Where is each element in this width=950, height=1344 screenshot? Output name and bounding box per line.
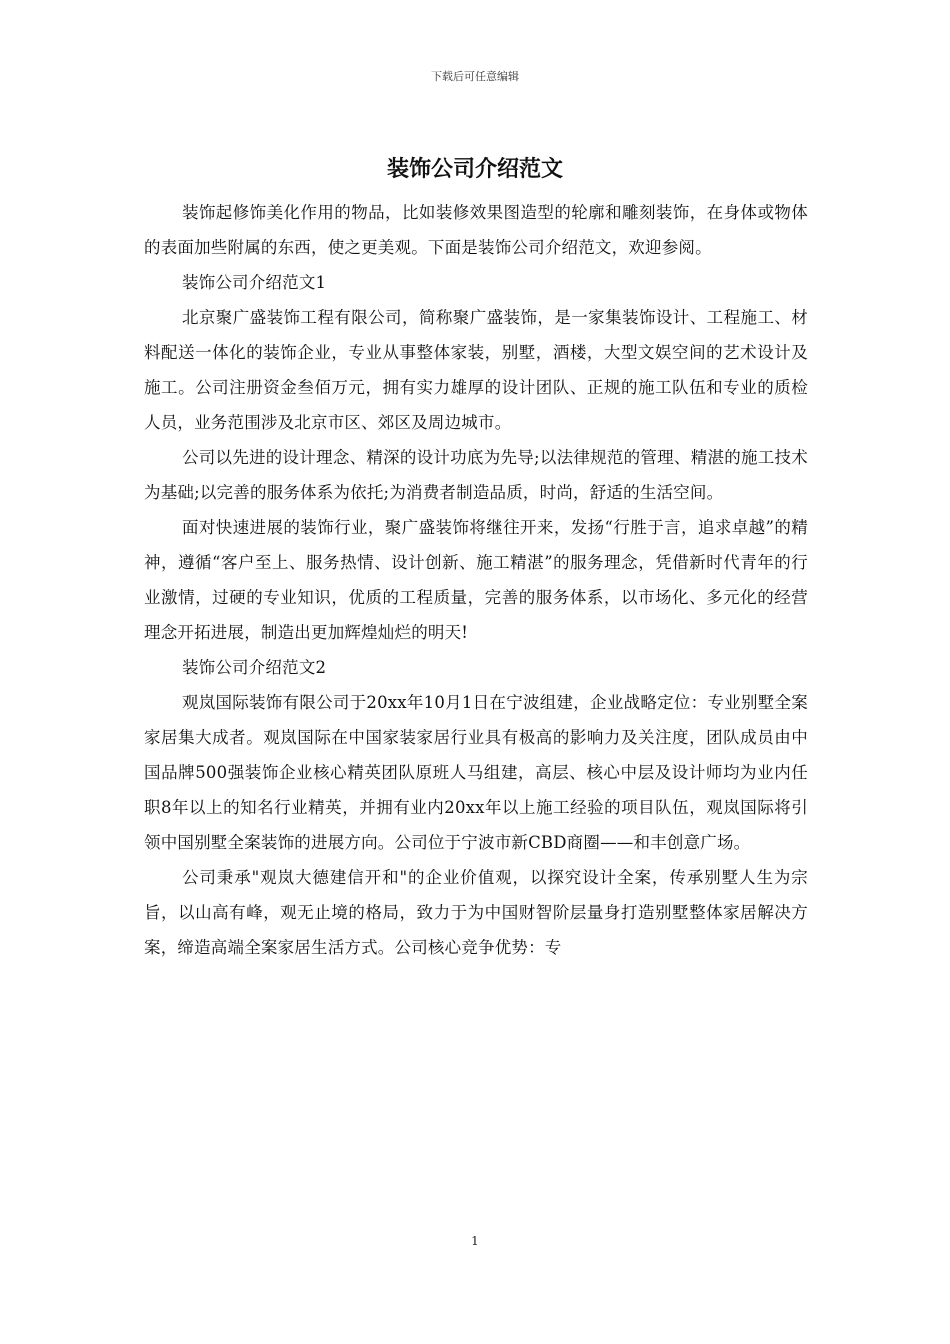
section2-paragraph-1: 观岚国际装饰有限公司于20xx年10月1日在宁波组建，企业战略定位：专业别墅全案家居集大成者。观岚国际在中国家装家居行业具有极高的影响力及关注度，团队成员由中国品牌500强装饰企业核心精英团队原班人马组建，高层、核心中层及设计师均为业内任职8年以上的知名行业精英，并拥有业内20xx年以上施工经验的项目队伍，观岚国际将引领中国别墅全案装饰的进展方向。公司位于宁波市新CBD商圈——和丰创意广场。 <box>144 693 808 852</box>
section-heading-2: 装饰公司介绍范文2 <box>181 658 327 677</box>
section1-paragraph-1: 北京聚广盛装饰工程有限公司，简称聚广盛装饰，是一家集装饰设计、工程施工、材料配送一体化的装饰企业，专业从事整体家装，别墅，酒楼，大型文娱空间的艺术设计及施工。公司注册资金叁佰万元，拥有实力雄厚的设计团队、正规的施工队伍和专业的质检人员，业务范围涉及北京市区、郊区及周边城市。 <box>144 308 808 432</box>
download-note: 下载后可任意编辑 <box>431 70 519 83</box>
document-title: 装饰公司介绍范文 <box>386 157 563 182</box>
section-heading-1: 装饰公司介绍范文1 <box>181 273 327 292</box>
page-number: 1 <box>471 1234 479 1248</box>
intro-paragraph: 装饰起修饰美化作用的物品，比如装修效果图造型的轮廓和雕刻装饰，在身体或物体的表面加些附属的东西，使之更美观。下面是装饰公司介绍范文，欢迎参阅。 <box>144 203 808 257</box>
document-body <box>144 195 808 965</box>
section1-paragraph-2: 公司以先进的设计理念、精深的设计功底为先导;以法律规范的管理、精湛的施工技术为基础;以完善的服务体系为依托;为消费者制造品质，时尚，舒适的生活空间。 <box>144 448 808 502</box>
section2-paragraph-2: 公司秉承"观岚大德建信开和"的企业价值观，以探究设计全案，传承别墅人生为宗旨，以山高有峰，观无止境的格局，致力于为中国财智阶层量身打造别墅整体家居解决方案，缔造高端全案家居生活方式。公司核心竞争优势：专 <box>144 868 808 957</box>
section1-paragraph-3: 面对快速进展的装饰行业，聚广盛装饰将继往开来，发扬“行胜于言，追求卓越”的精神，遵循“客户至上、服务热情、设计创新、施工精湛”的服务理念，凭借新时代青年的行业激情，过硬的专业知识，优质的工程质量，完善的服务体系，以市场化、多元化的经营理念开拓进展，制造出更加辉煌灿烂的明天! <box>144 518 808 642</box>
